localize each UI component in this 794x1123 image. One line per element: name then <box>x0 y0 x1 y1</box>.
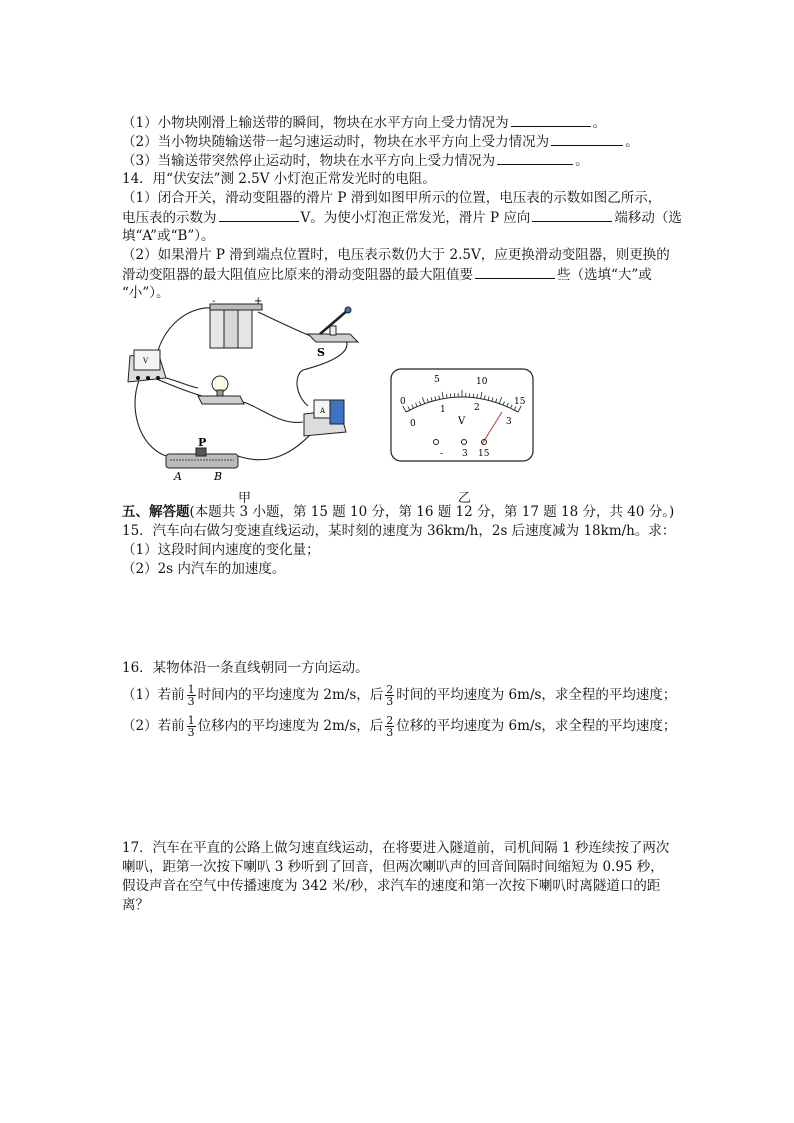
q14-part1-line2: 电压表的示数为 V。为使小灯泡正常发光，滑片 P 应向 端移动（选 <box>122 210 682 226</box>
circuit-figure <box>118 296 368 486</box>
figure-caption-jia: 甲 <box>238 491 252 506</box>
unit-mark: V <box>458 416 466 427</box>
q14-part2-line3: “小”）。 <box>122 285 170 301</box>
section-5-heading <box>122 503 674 521</box>
voltmeter-mark: V <box>143 357 149 365</box>
outer-tick-15: 15 <box>514 397 526 407</box>
q17-line-2: 喇叭，距第一次按下喇叭 3 秒听到了回音，但两次喇叭声的回音间隔时间缩短为 0.95 秒， <box>122 859 664 875</box>
battery-minus-label: - <box>212 296 216 307</box>
outer-tick-10: 10 <box>476 377 488 387</box>
battery-pack <box>210 296 262 348</box>
bulb <box>198 376 244 404</box>
switch-label: S <box>317 346 325 359</box>
answer-blank[interactable] <box>475 265 555 279</box>
q16-sub-1: （1）若前 $\frac{1}{3}$ 时间内的平均速度为 2m/s，后 $\frac{2}{3}$ 时间的平均速度为 6m/s，求全程的平均速度； <box>122 683 677 708</box>
dial-tick <box>447 394 448 398</box>
q15-sub-1: （1）这段时间内速度的变化量； <box>122 542 320 558</box>
q14-part2-line1: （2）如果滑片 P 滑到端点位置时，电压表示数仍大于 2.5V，应更换滑动变阻器，则更换的 <box>122 247 670 263</box>
end-b-label: B <box>214 470 223 483</box>
q14-part1-line3: 填“A”或“B”）。 <box>122 228 215 244</box>
answer-blank[interactable] <box>551 132 623 146</box>
q17-line-4: 离？ <box>122 897 149 913</box>
fraction-one-third: $\frac{1}{3}$ <box>187 683 195 708</box>
slider-label: P <box>198 436 207 449</box>
voltmeter-dial <box>390 368 534 462</box>
battery-plus-label: + <box>254 296 263 307</box>
q14-title: 14．用“伏安法”测 2.5V 小灯泡正常发光时的电阻。 <box>122 171 436 187</box>
answer-blank[interactable] <box>532 208 612 222</box>
terminal-label-3: 3 <box>462 449 468 459</box>
inner-tick-0: 0 <box>410 419 416 429</box>
ammeter <box>304 400 346 436</box>
inner-tick-2: 2 <box>474 403 480 413</box>
q15-stem: 15．汽车向右做匀变速直线运动，某时刻的速度为 36km/h，2s 后速度减为 18km/h。求： <box>122 523 676 539</box>
q13-line-2: （2）当小物块随输送带一起匀速运动时，物块在水平方向上受力情况为 。 <box>122 134 639 150</box>
inner-tick-1: 1 <box>440 405 446 415</box>
fraction-two-thirds: $\frac{2}{3}$ <box>386 714 394 739</box>
outer-tick-0: 0 <box>400 397 406 407</box>
q14-part2-line2: 滑动变阻器的最大阻值应比原来的滑动变阻器的最大阻值要 些（选填“大”或 <box>122 267 652 283</box>
section-5-title: 五、解答题 <box>122 504 190 520</box>
slider-p <box>196 448 206 456</box>
answer-blank[interactable] <box>219 208 299 222</box>
end-a-label: A <box>174 470 182 483</box>
switch <box>308 307 358 359</box>
answer-blank[interactable] <box>497 151 573 165</box>
q13-line-1: （1）小物块刚滑上输送带的瞬间，物块在水平方向上受力情况为 。 <box>122 115 607 131</box>
q17-line-3: 假设声音在空气中传播速度为 342 米/秒，求汽车的速度和第一次按下喇叭时离隧道口的距 <box>122 878 661 894</box>
fraction-one-third: $\frac{1}{3}$ <box>187 714 195 739</box>
q14-part1-line1: （1）闭合开关，滑动变阻器的滑片 P 滑到如图甲所示的位置，电压表的示数如图乙所示， <box>122 190 662 206</box>
q15-sub-2: （2）2s 内汽车的加速度。 <box>122 561 286 577</box>
voltmeter <box>128 350 166 382</box>
rheostat <box>166 436 238 483</box>
answer-blank[interactable] <box>511 113 591 127</box>
q16-stem: 16．某物体沿一条直线朝同一方向运动。 <box>122 660 369 676</box>
terminal-label-minus: - <box>440 449 444 459</box>
dial-tick <box>477 394 478 398</box>
q16-sub-2: （2）若前 $\frac{1}{3}$ 位移内的平均速度为 2m/s，后 $\frac{2}{3}$ 位移的平均速度为 6m/s，求全程的平均速度； <box>122 714 677 739</box>
ammeter-mark: A <box>320 407 326 415</box>
q13-line-3: （3）当输送带突然停止运动时，物块在水平方向上受力情况为 。 <box>122 153 589 169</box>
terminal-label-15: 15 <box>478 449 490 459</box>
section-5-note: (本题共 3 小题，第 15 题 10 分，第 16 题 12 分，第 17 题 18 分，共 40 分。) <box>189 504 675 520</box>
switch-handle-icon <box>345 307 351 313</box>
fraction-two-thirds: $\frac{2}{3}$ <box>386 683 394 708</box>
figure-caption-yi: 乙 <box>458 491 472 506</box>
outer-tick-5: 5 <box>434 375 440 385</box>
inner-tick-3: 3 <box>506 417 512 427</box>
q17-line-1: 17．汽车在平直的公路上做匀速直线运动，在将要进入隧道前，司机间隔 1 秒连续按了两次 <box>122 840 670 856</box>
